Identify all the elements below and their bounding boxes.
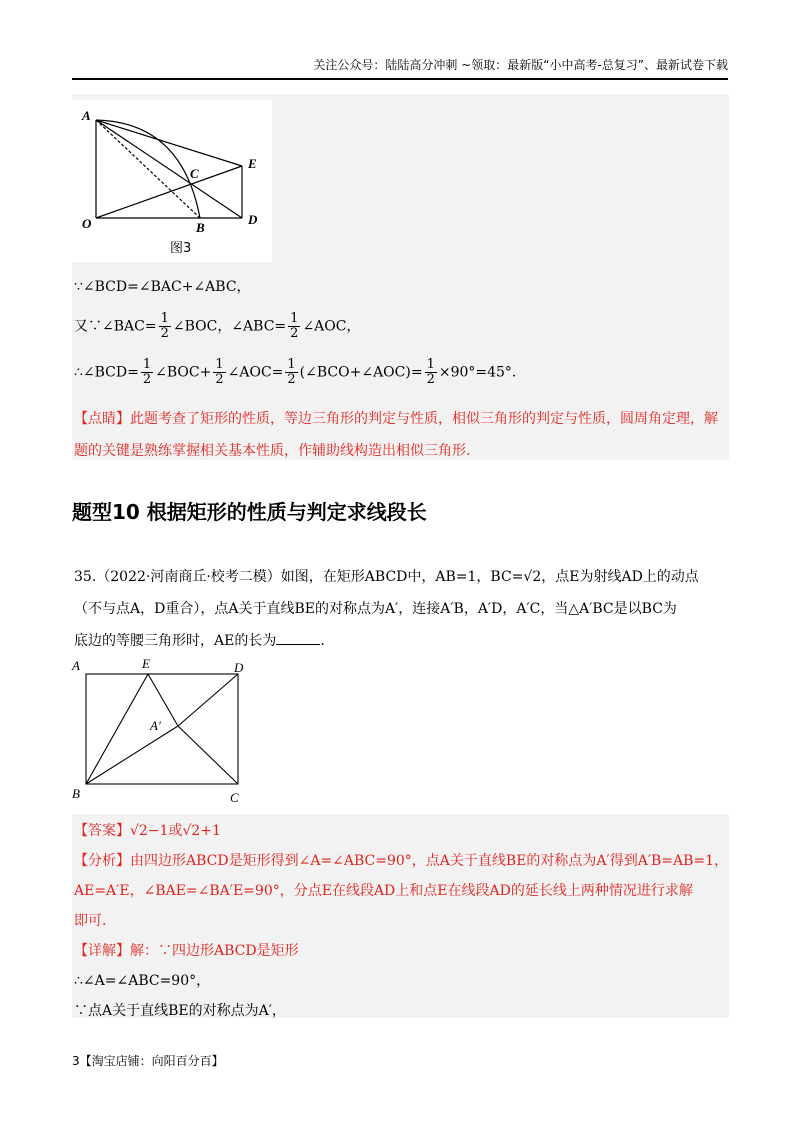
half-fraction [425,358,437,387]
frac-num: 1 [215,357,224,372]
fig-label-c: C [230,790,239,805]
question-line-3-text: 底边的等腰三角形时，AE的长为 [74,633,277,649]
line2-mid2: ∠AOC， [302,318,361,335]
frac-den: 2 [142,372,152,387]
half-fraction [285,358,297,387]
frac-num: 1 [426,357,435,372]
figure-rectangle [68,656,258,808]
frac-num: 1 [142,357,152,372]
comment-line-2: 题的关键是熟练掌握相关基本性质，作辅助线构造出相似三角形. [74,443,471,459]
fig3-label-b: B [196,220,205,235]
half-fraction [159,312,171,341]
question-line-3-end: . [320,633,325,649]
question-line-2: （不与点A，D重合），点A关于直线BE的对称点为A′，连接A′B，A′D，A′C，当△A′BC是以BC为 [74,601,677,617]
fig3-caption: 图3 [170,241,192,256]
detail-line-2: ∴∠A=∠ABC=90°， [74,973,211,989]
fig3-label-a: A [82,108,91,123]
frac-den: 2 [215,372,224,387]
line3-d: ×90°=45°. [438,364,517,381]
half-fraction [141,358,153,387]
frac-den: 2 [426,372,435,387]
frac-num: 1 [160,311,169,326]
fig-label-a: A [72,658,80,673]
detail-line-1 [74,940,299,960]
solution-line-1: ∵∠BCD=∠BAC+∠ABC， [74,279,251,295]
solution-line-3 [74,358,516,387]
question-line-3 [74,630,325,650]
fig3-label-c: C [190,166,199,181]
comment-line-1: 【点睛】此题考查了矩形的性质，等边三角形的判定与性质，相似三角形的判定与性质，圆周角定理，解 [74,411,718,427]
analysis-line-2: AE=A′E，∠BAE=∠BA′E=90°，分点E在线段AD上和点E在线段AD的延长线上两种情况进行求解 [74,883,693,899]
line3-prefix: ∴∠BCD= [74,364,139,381]
line2-prefix: 又∵∠BAC= [74,318,157,335]
fig3-label-o: O [82,216,92,231]
frac-num: 1 [290,311,299,326]
line3-c: (∠BCO+∠AOC)= [299,364,423,381]
half-fraction [213,358,225,387]
frac-num: 1 [287,357,296,372]
answer-blank [276,644,320,645]
line3-a: ∠BOC+ [155,364,212,381]
fig3-label-e: E [248,156,257,171]
figure-3 [72,100,272,262]
frac-den: 2 [290,326,299,341]
frac-den: 2 [287,372,296,387]
fig3-label-d: D [248,212,258,227]
solution-line-2 [74,312,360,341]
analysis-line-3: 即可. [74,913,107,929]
line2-mid1: ∠BOC，∠ABC= [172,318,287,335]
fig-label-a-prime: A′ [150,718,161,733]
detail-line-3: ∵点A关于直线BE的对称点为A′， [74,1003,286,1019]
analysis-line-1: 【分析】由四边形ABCD是矩形得到∠A=∠ABC=90°，点A关于直线BE的对称点为A′得到A′B=AB=1， [74,853,729,869]
line3-b: ∠AOC= [227,364,284,381]
answer-line: 【答案】√2−1或√2+1 [74,823,221,839]
half-fraction [288,312,300,341]
fig-label-d: D [234,660,244,675]
fig-label-e: E [142,656,150,671]
page-footer: 3【淘宝店铺：向阳百分百】 [72,1054,224,1068]
question-line-1: 35.（2022·河南商丘·校考二模）如图，在矩形ABCD中，AB=1，BC=√2，点E为射线AD上的动点 [74,569,699,585]
section-title: 题型10 根据矩形的性质与判定求线段长 [72,500,427,524]
page-header: 关注公众号：陆陆高分冲刺 ~领取：最新版“小中高考-总复习”、最新试卷下载 [72,56,728,80]
frac-den: 2 [160,326,169,341]
detail-text: 【详解】解：∵四边形ABCD是矩形 [74,943,299,959]
fig-label-b: B [72,786,80,801]
